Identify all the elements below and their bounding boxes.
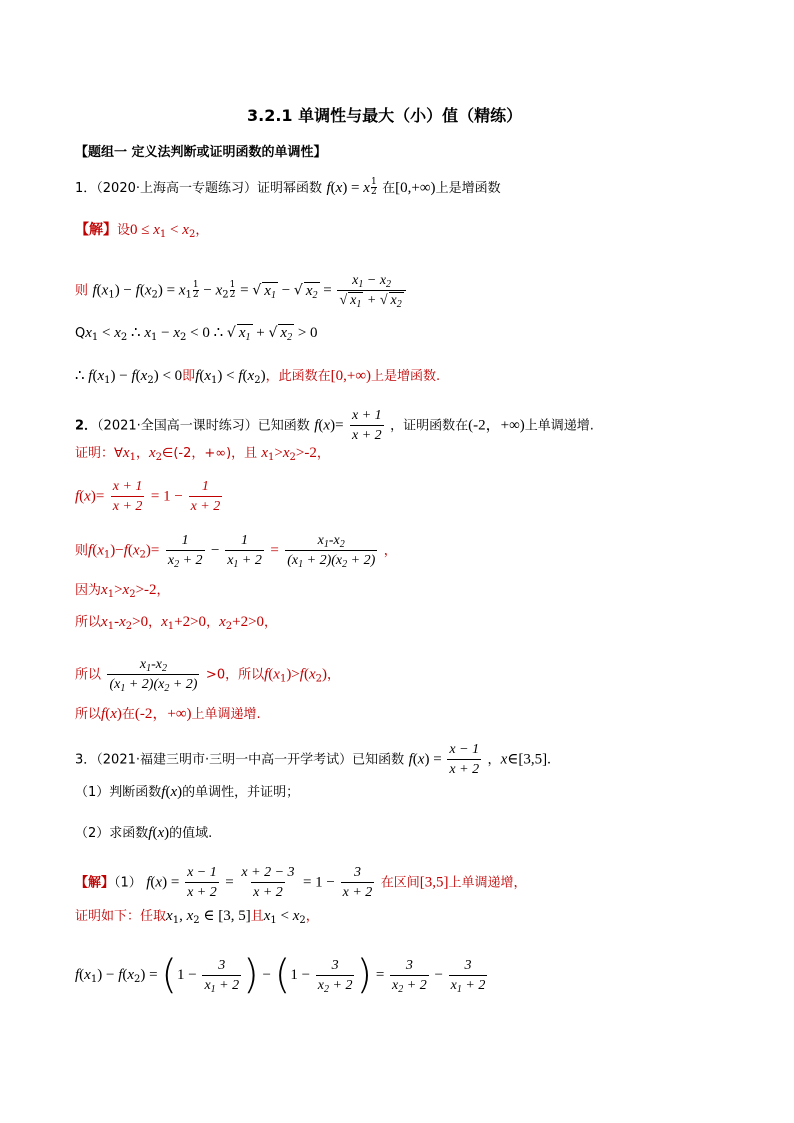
- q1-step-1: 则 $f(x_1) - f(x_2) = x_1$ $\frac{1}{2}$ − $x_2$ $\frac{1}{2}$ = √ $x_1$ − √ $x_2$ = $\frac{x_1 - x_2}{√ x_1 + √ x_2}$: [75, 272, 408, 309]
- q2-step-4: 所以$x_1-x_2>0$，$x_1+2>0$，$x_2+2>0$，: [75, 614, 278, 632]
- q3-part-1: （1）判断函数f(x)的单调性，并证明；: [75, 784, 300, 800]
- q1-conclusion: ∴ $f(x_1) - f(x_2) < 0$即$f(x_1) < f(x_2)$，此函数在[0,+∞)上是增函数.: [75, 368, 441, 386]
- q3-proof-start: 证明如下：任取$x_1$, $x_2$ ∈ [3, 5]且$x_1 < x_2$，: [75, 908, 319, 926]
- q3-step-1: $f(x_1) - f(x_2) = (1$ − $\frac{3}{x_1 + 2}$ ) − (1 − $\frac{3}{x_2 + 2}$ ) = $\frac{3}{x_2 + 2}$ − $\frac{3}{x_1 + 2}$: [75, 952, 486, 998]
- question-1: 1．（2020·上海高一专题练习）证明幂函数 f(x) = x $\frac{1}{2}$ 在[0,+∞)上是增函数: [75, 177, 501, 197]
- q2-step-3: 因为$x_1>x_2>-2$，: [75, 582, 170, 600]
- q2-step-2: 则$f(x_1)-f(x_2)=$ $\frac{1}{x_2 + 2}$ − $\frac{1}{x_1 + 2}$ = $\frac{x_1-x_2}{(x_1 + 2)(x_2 + 2)}$ ，: [75, 533, 397, 570]
- q1-step-2: $Qx_1 < x_2$ ∴ $x_1 - x_2 < 0$ ∴ √ $x_1$ + √ $x_2 > 0$: [75, 325, 318, 343]
- q3-part-2: （2）求函数f(x)的值域.: [75, 825, 213, 841]
- q2-proof-start: 证明：$\forall x_1$，$x_2\in(-2$，+∞)，且 $x_1>x_2>-2$，: [75, 445, 330, 463]
- q2-step-1: f(x)= $\frac{x + 1}{x + 2}$ = 1 − $\frac{1}{x + 2}$: [75, 479, 221, 514]
- q1-solution-start: 【解】设$0 \le x_1 < x_2$，: [75, 222, 209, 240]
- q2-step-5: 所以 $\frac{x_1-x_2}{(x_1 + 2)(x_2 + 2)}$ >0，所以$f(x_1)>f(x_2)$，: [75, 657, 341, 694]
- q2-conclusion: 所以f(x)在(-2，+∞)上单调递增.: [75, 706, 261, 722]
- group-header: 【题组一 定义法判断或证明函数的单调性】: [75, 145, 327, 160]
- q3-solution-start: 【解】（1） f(x) = $\frac{x - 1}{x + 2}$ = $\frac{x + 2 - 3}{x + 2}$ = 1 − $\frac{3}{x + 2}$ 在区间[3,5]上单调递增，: [75, 865, 527, 900]
- question-2: 2．（2021·全国高一课时练习）已知函数 f(x)= $\frac{x + 1}{x + 2}$ ，证明函数在(-2，+∞)上单调递增.: [75, 408, 594, 443]
- question-3: 3．（2021·福建三明市·三明一中高一开学考试）已知函数 f(x) = $\frac{x - 1}{x + 2}$ ，x∈[3,5].: [75, 742, 551, 777]
- page-title: 3.2.1 单调性与最大（小）值（精练）: [247, 106, 523, 125]
